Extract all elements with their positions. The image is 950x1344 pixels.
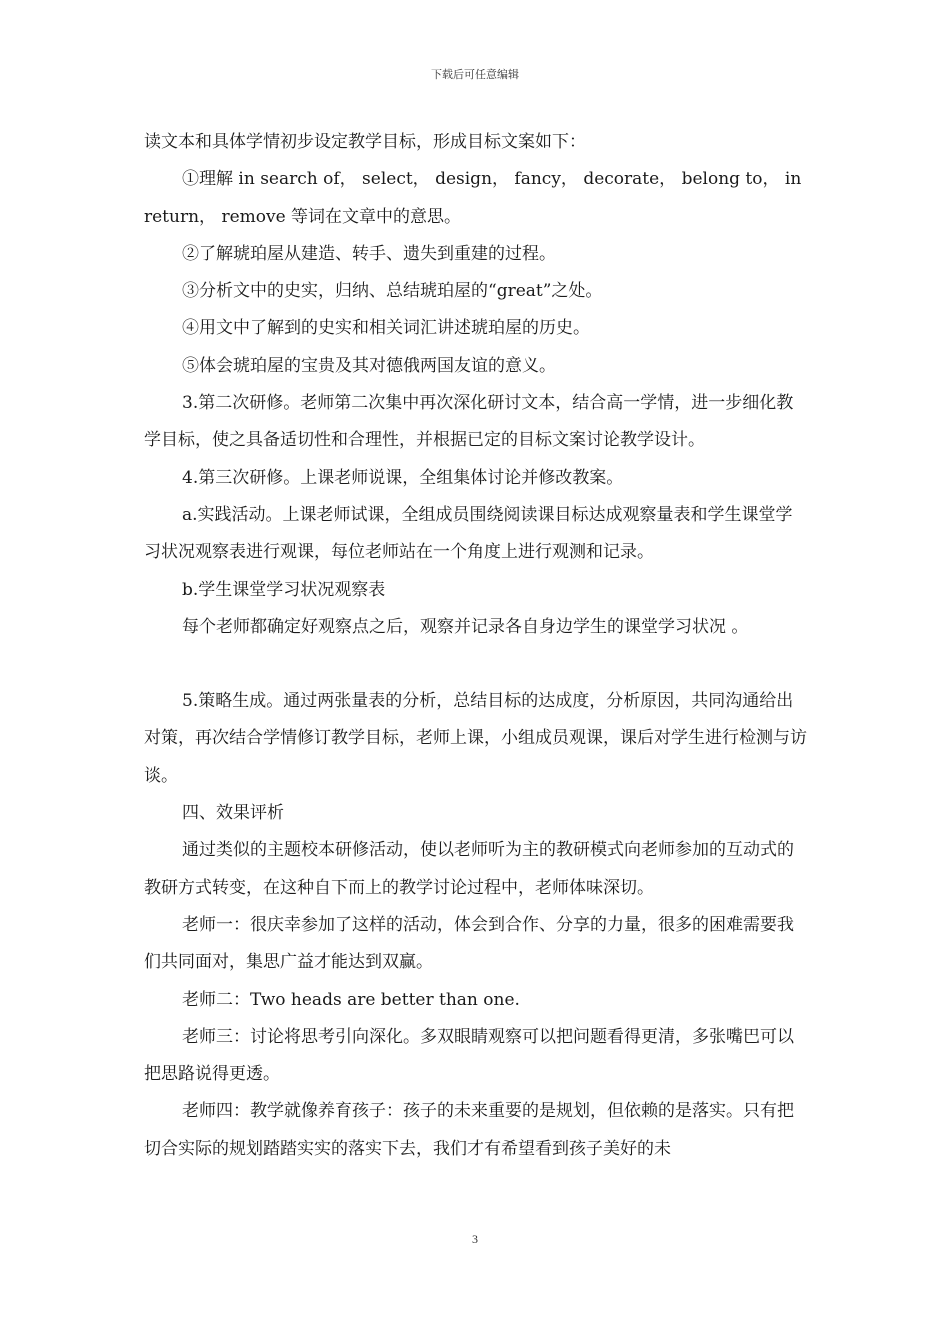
third-research-paragraph: 4.第三次研修。上课老师说课，全组集体讨论并修改教案。 <box>182 467 624 488</box>
teacher-four-paragraph: 老师四：教学就像养育孩子：孩子的未来重要的是规划，但依赖的是落实。只有把切合实际的规划踏踏实实的落实下去，我们才有希望看到孩子美好的未 <box>144 1101 794 1159</box>
effect-paragraph: 通过类似的主题校本研修活动，使以老师听为主的教研模式向老师参加的互动式的教研方式转变，在这种自下而上的教学讨论过程中，老师体味深切。 <box>144 840 794 898</box>
section-heading-effect: 四、效果评析 <box>182 803 284 824</box>
strategy-paragraph: 5.策略生成。通过两张量表的分析，总结目标的达成度，分析原因，共同沟通给出对策，再次结合学情修订教学目标，老师上课，小组成员观课，课后对学生进行检测与访谈。 <box>144 691 807 786</box>
practice-activity-paragraph: a.实践活动。上课老师试课，全组成员围绕阅读课目标达成观察量表和学生课堂学习状况观察表进行观课，每位老师站在一个角度上进行观测和记录。 <box>144 504 793 563</box>
objective-5: ⑤体会琥珀屋的宝贵及其对德俄两国友谊的意义。 <box>182 355 556 376</box>
observation-paragraph: 每个老师都确定好观察点之后，观察并记录各自身边学生的课堂学习状况 。 <box>182 616 749 637</box>
objective-3: ③分析文中的史实，归纳、总结琥珀屋的“great”之处。 <box>182 281 603 302</box>
paragraph-continuation: 读文本和具体学情初步设定教学目标，形成目标文案如下： <box>144 132 586 152</box>
teacher-two-paragraph: 老师二：Two heads are better than one. <box>182 989 520 1010</box>
teacher-one-paragraph: 老师一：很庆幸参加了这样的活动，体会到合作、分享的力量，很多的困难需要我们共同面对，集思广益才能达到双赢。 <box>144 914 794 973</box>
page-header: 下载后可任意编辑 <box>431 68 519 81</box>
blank-line <box>144 646 808 683</box>
teacher-three-paragraph: 老师三：讨论将思考引向深化。多双眼睛观察可以把问题看得更清，多张嘴巴可以把思路说得更透。 <box>144 1026 794 1085</box>
document-body <box>144 124 808 1168</box>
page-number: 3 <box>472 1232 478 1246</box>
objective-1: ①理解 in search of， select， design， fancy， decorate， belong to， in return， remove 等词在文章中的意思。 <box>144 169 802 227</box>
second-research-paragraph: 3.第二次研修。老师第二次集中再次深化研讨文本，结合高一学情，进一步细化教学目标，使之具备适切性和合理性，并根据已定的目标文案讨论教学设计。 <box>144 393 794 451</box>
observation-table-heading: b.学生课堂学习状况观察表 <box>182 579 386 600</box>
objective-4: ④用文中了解到的史实和相关词汇讲述琥珀屋的历史。 <box>182 318 590 339</box>
objective-2: ②了解琥珀屋从建造、转手、遗失到重建的过程。 <box>182 243 556 264</box>
